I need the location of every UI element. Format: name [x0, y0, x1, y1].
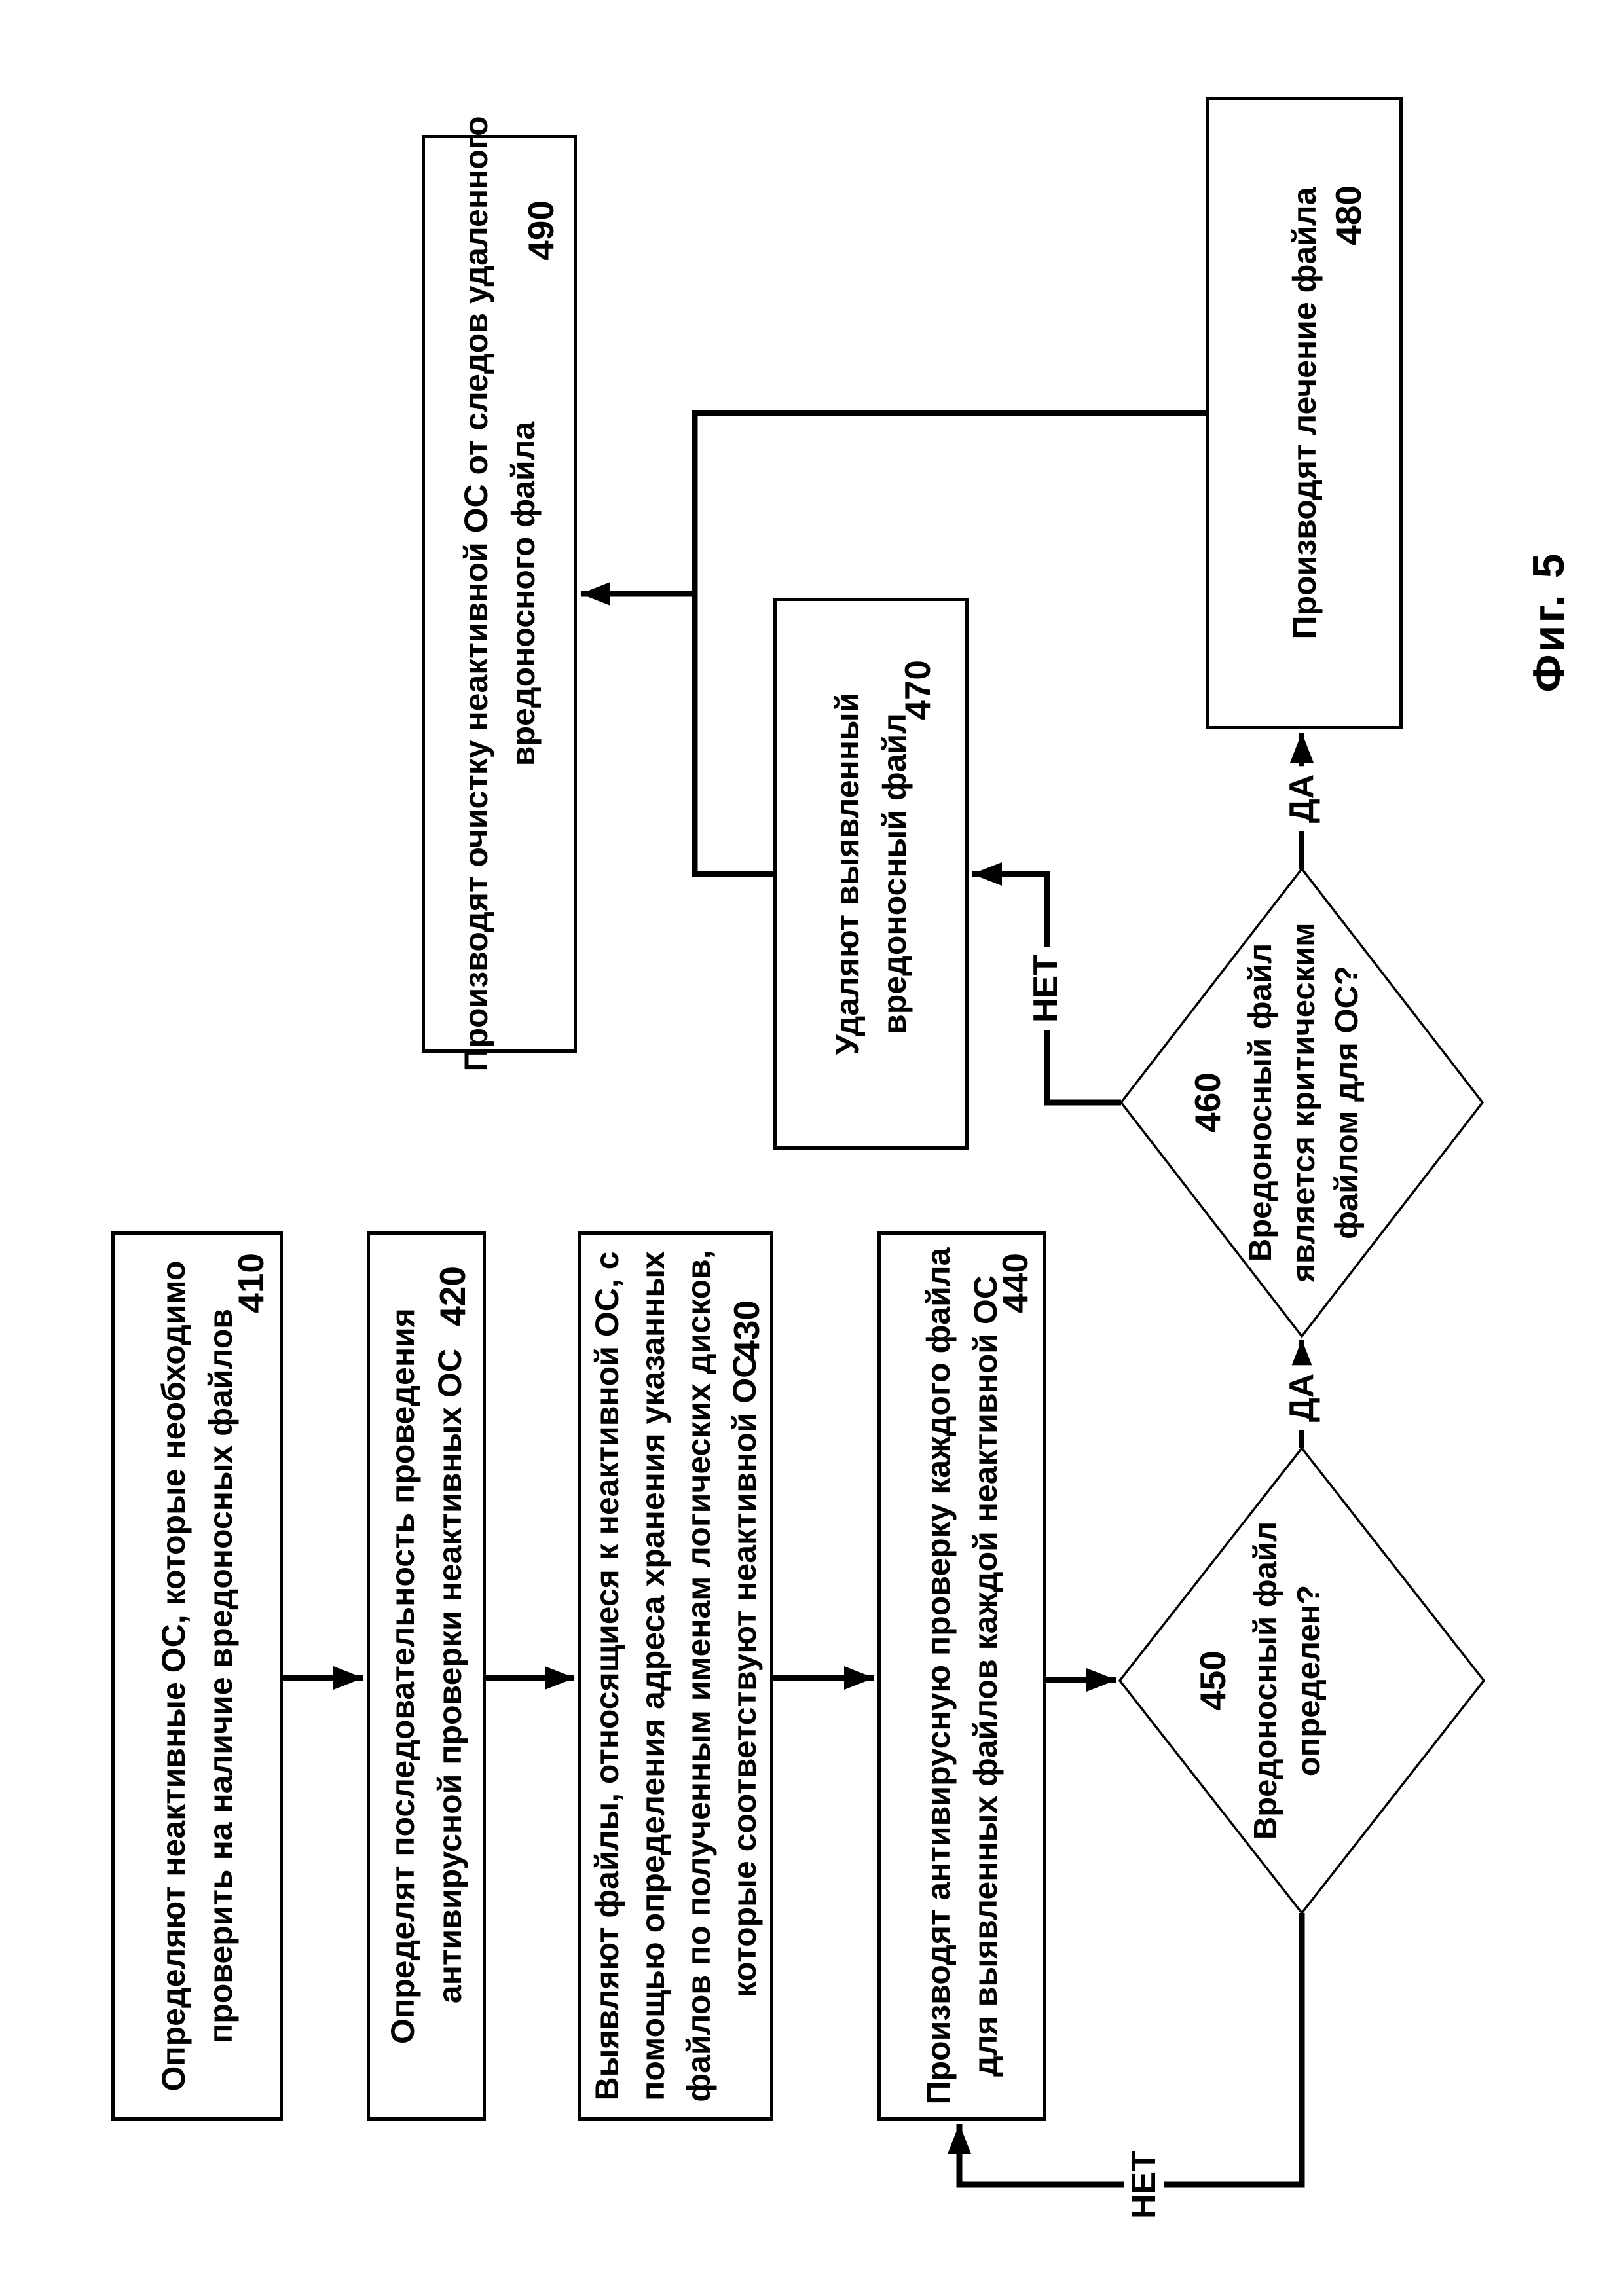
- text-line: для выявленных файлов каждой неактивной ОС: [967, 1275, 1004, 2077]
- step-470-box: [773, 598, 969, 1150]
- text-line: вредоносного файла: [504, 421, 542, 767]
- step-420-text: [379, 1308, 473, 2044]
- text-line: Вредоносный файл: [1242, 943, 1278, 1262]
- text-line: Производят антивирусную проверку каждого файла: [919, 1247, 957, 2105]
- step-480-text: [1281, 187, 1328, 640]
- step-410-text: [150, 1261, 244, 2092]
- step-440-box: [877, 1231, 1046, 2121]
- label-no-460-470: НЕТ: [1026, 947, 1065, 1030]
- step-490-box: [422, 116, 577, 1072]
- text-line: является критическим: [1285, 922, 1321, 1283]
- text-line: Определяют неактивные ОС, которые необходимо: [155, 1260, 192, 2092]
- decision-460: [1121, 869, 1483, 1336]
- label-no-450-loop: НЕТ: [1124, 2143, 1164, 2227]
- label-yes-460-480: ДА: [1282, 767, 1321, 831]
- step-420-number: 420: [432, 1266, 473, 1326]
- text-line: которые соответствуют неактивной ОС: [726, 1354, 763, 1998]
- text-line: Вредоносный файл: [1247, 1521, 1283, 1840]
- step-410-box: [111, 1231, 283, 2121]
- step-490-number: 490: [521, 200, 561, 261]
- text-line: Определят последовательность проведения: [384, 1308, 421, 2044]
- text-line: помощью определения адреса хранения указанных: [635, 1251, 671, 2101]
- text-line: Производят очистку неактивной ОС от следов удаленного: [457, 116, 494, 1072]
- text-line: определен?: [1291, 1584, 1327, 1777]
- label-yes-450-460: ДА: [1282, 1366, 1321, 1430]
- text-line: антивирусной проверки неактивных ОС: [432, 1348, 468, 2004]
- text-line: файлом для ОС?: [1329, 966, 1365, 1239]
- text-line: вредоносный файл: [876, 713, 913, 1034]
- step-430-number: 430: [726, 1300, 767, 1360]
- step-440-number: 440: [995, 1253, 1035, 1313]
- step-430-box: [578, 1231, 773, 2121]
- step-480-box: [1206, 97, 1403, 729]
- step-410-number: 410: [231, 1253, 271, 1313]
- text-line: проверить на наличие вредоносных файлов: [202, 1309, 239, 2043]
- step-430-text: [584, 1250, 767, 2102]
- step-480-number: 480: [1328, 185, 1369, 246]
- step-470-number: 470: [897, 660, 938, 720]
- decision-460-number: 460: [1187, 1072, 1228, 1133]
- text-line: Выявляют файлы, относящиеся к неактивной ОС, с: [589, 1251, 625, 2101]
- decision-450-number: 450: [1192, 1650, 1233, 1711]
- step-470-text: [824, 693, 918, 1055]
- text-line: Производят лечение файла: [1286, 187, 1323, 640]
- step-420-box: [367, 1231, 486, 2121]
- figure-caption: Фиг. 5: [1524, 551, 1574, 693]
- text-line: файлов по полученным именам логических дисков,: [680, 1250, 717, 2102]
- text-line: Удаляют выявленный: [829, 692, 866, 1055]
- step-440-text: [915, 1248, 1009, 2105]
- decision-450: [1120, 1448, 1484, 1913]
